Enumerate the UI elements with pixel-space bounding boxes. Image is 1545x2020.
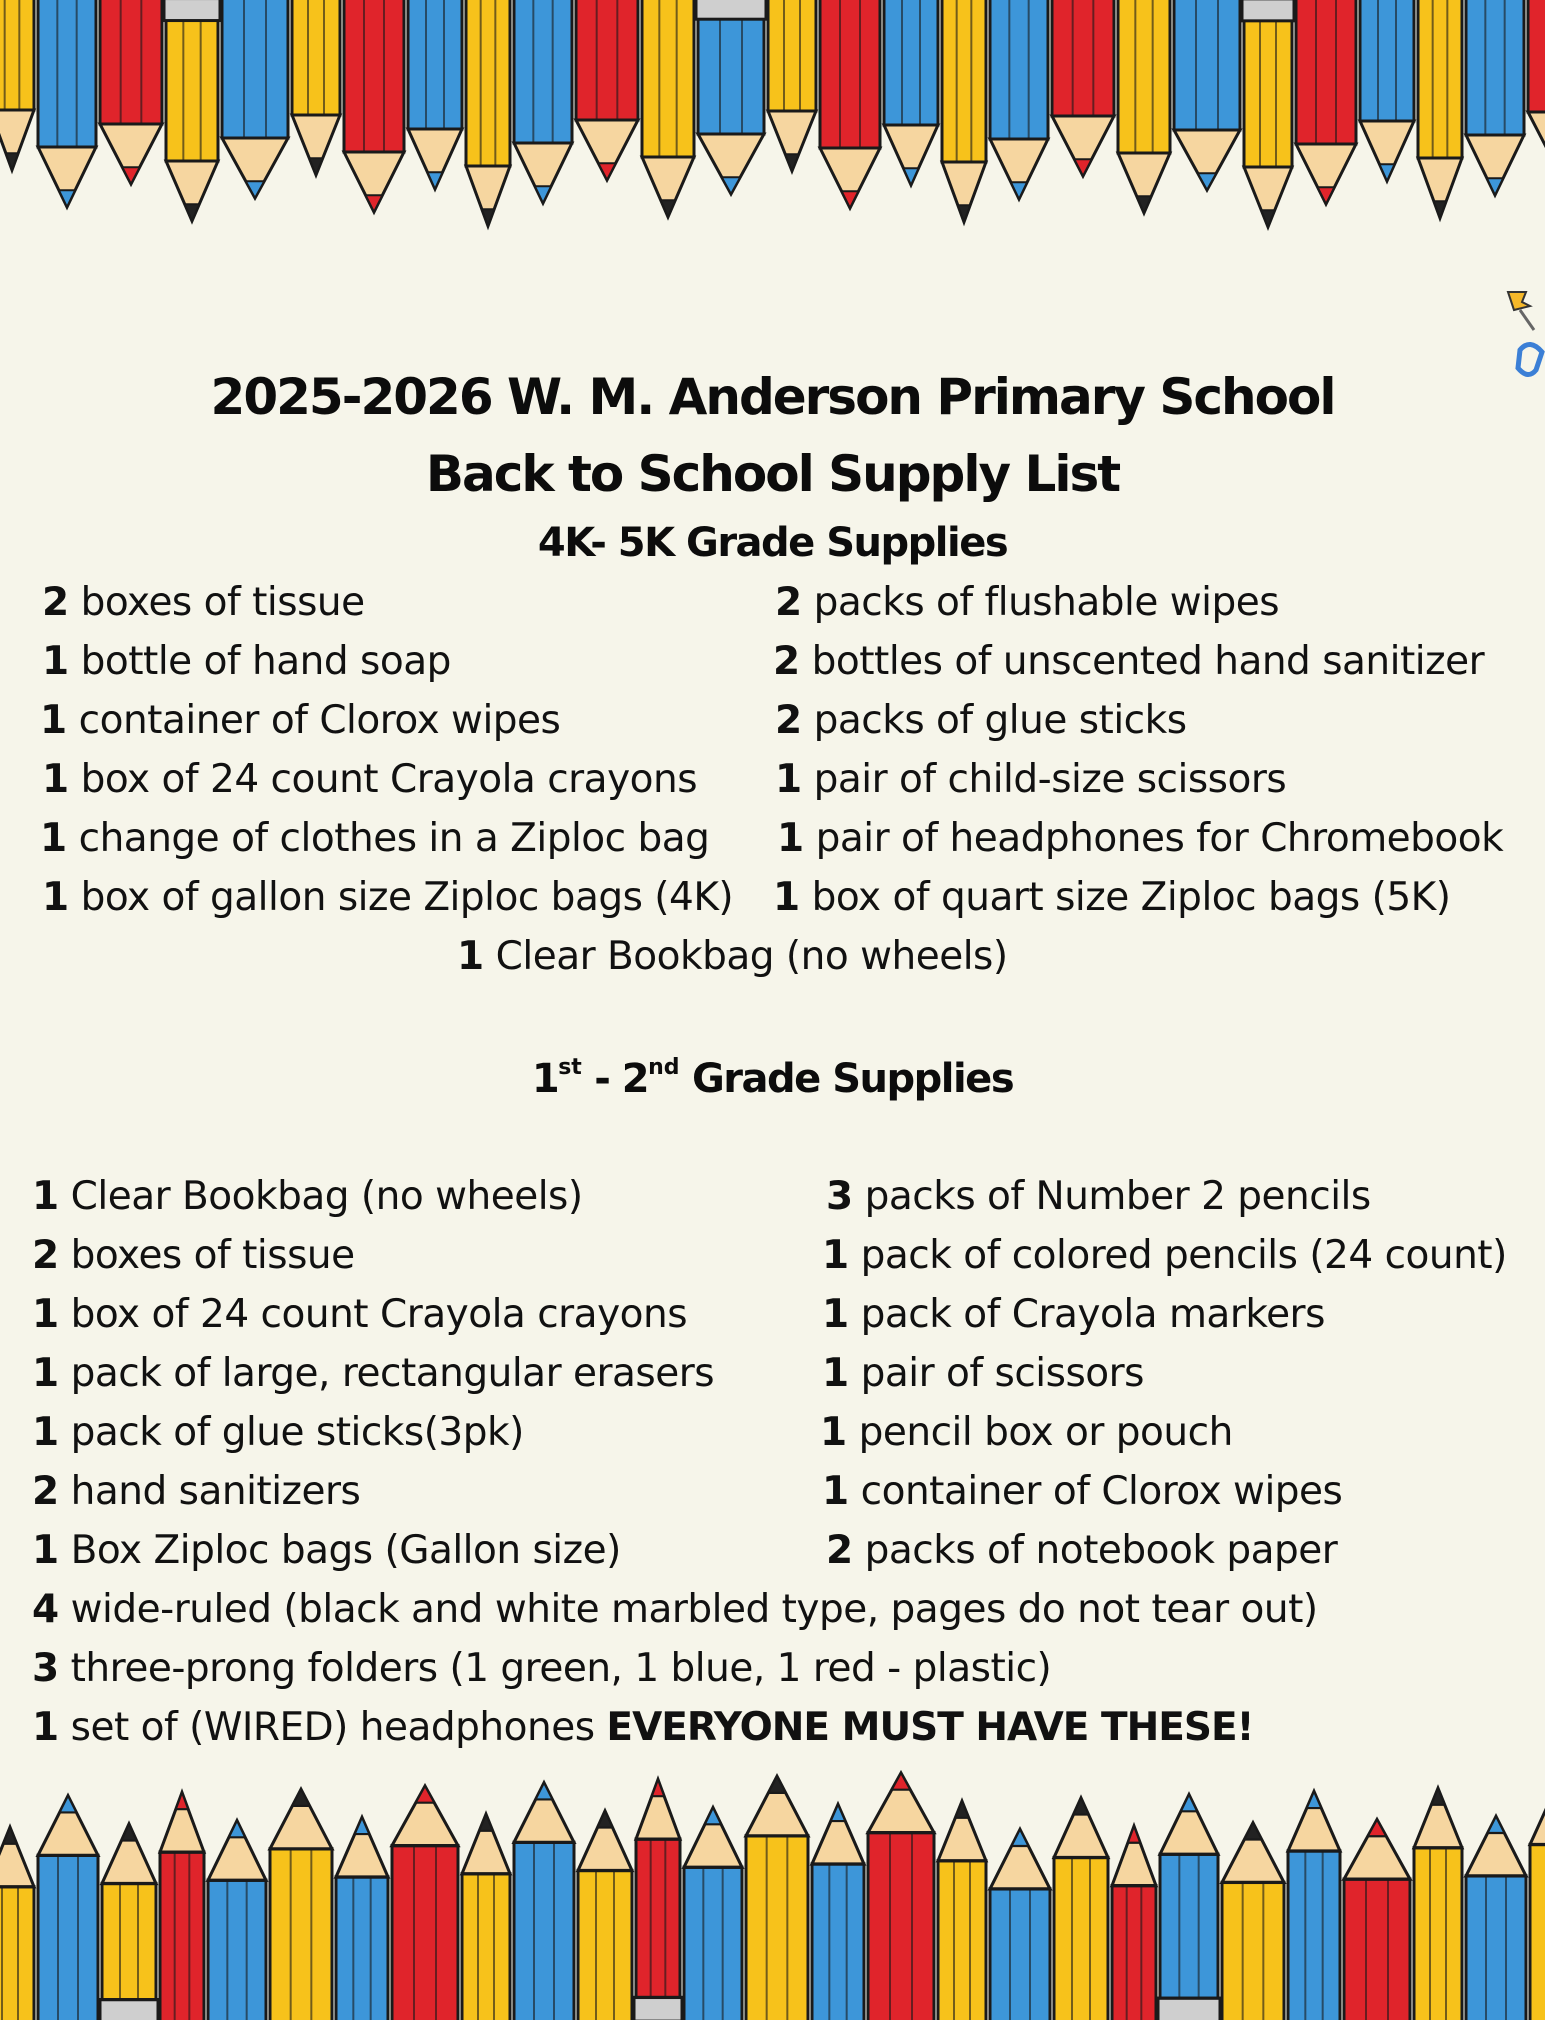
section-heading-4k-5k: 4K- 5K Grade Supplies	[0, 520, 1545, 566]
pencil-icon	[634, 1780, 682, 2020]
section-heading-1st-2nd: 1st - 2nd Grade Supplies	[0, 1055, 1545, 1102]
pencil-icon	[514, 1783, 574, 2020]
pencil-icon	[392, 1786, 458, 2020]
list-item: 2 packs of flushable wipes	[775, 580, 1279, 625]
pencil-icon	[164, 0, 220, 221]
list-item: 1 pencil box or pouch	[820, 1410, 1233, 1455]
pencil-icon	[38, 1796, 98, 2020]
emphasis-text: EVERYONE MUST HAVE THESE!	[606, 1705, 1253, 1750]
pencil-icon	[820, 0, 880, 208]
pencil-icon	[344, 0, 404, 212]
pencil-icon	[868, 1773, 934, 2020]
pencil-icon	[1222, 1823, 1284, 2020]
list-item: 3 packs of Number 2 pencils	[826, 1174, 1371, 1219]
pencil-icon	[466, 0, 510, 226]
pencil-icon	[578, 1811, 632, 2020]
list-item: 1 set of (WIRED) headphones EVERYONE MUST HAVE THESE!	[32, 1705, 1253, 1750]
list-item: 2 packs of notebook paper	[826, 1528, 1337, 1573]
list-item: 1 Clear Bookbag (no wheels)	[457, 934, 1008, 979]
pencil-icon	[1158, 1795, 1220, 2020]
pencil-icon	[1344, 1820, 1410, 2020]
pencil-icon	[990, 1829, 1050, 2020]
pencil-border-top	[0, 0, 1545, 260]
pencil-icon	[0, 1827, 34, 2020]
list-item: 1 box of 24 count Crayola crayons	[32, 1292, 687, 1337]
pencil-icon	[696, 0, 766, 194]
list-item: 2 bottles of unscented hand sanitizer	[773, 639, 1484, 684]
pencil-icon	[1296, 0, 1356, 204]
pencil-icon	[336, 1817, 388, 2020]
pencil-icon	[1174, 0, 1240, 190]
list-item: 1 box of 24 count Crayola crayons	[42, 757, 697, 802]
pencil-icon	[812, 1804, 864, 2020]
list-item: 1 container of Clorox wipes	[822, 1469, 1342, 1514]
pencil-icon	[768, 0, 816, 171]
pencil-icon	[884, 0, 938, 185]
list-item: 1 change of clothes in a Ziploc bag	[40, 816, 709, 861]
pencil-icon	[1418, 0, 1462, 218]
pencil-icon	[100, 1824, 158, 2020]
pencil-border-bottom	[0, 1760, 1545, 2020]
pencil-icon	[1360, 0, 1414, 181]
list-item: 1 pair of headphones for Chromebook	[777, 816, 1503, 861]
pencil-icon	[684, 1808, 742, 2020]
list-item: 1 Box Ziploc bags (Gallon size)	[32, 1528, 621, 1573]
list-item: 1 box of gallon size Ziploc bags (4K)	[42, 875, 733, 920]
pencil-icon	[1052, 0, 1114, 176]
list-item: 1 pair of scissors	[822, 1351, 1144, 1396]
list-item: 2 boxes of tissue	[32, 1233, 355, 1278]
pencil-icon	[1530, 1785, 1545, 2020]
pencil-icon	[1118, 0, 1170, 213]
pencil-icon	[100, 0, 162, 184]
list-item: 1 container of Clorox wipes	[40, 698, 560, 743]
pencil-icon	[938, 1801, 986, 2020]
pencil-icon	[1054, 1798, 1108, 2020]
pencil-icon	[642, 0, 694, 217]
list-item: 1 pair of child-size scissors	[775, 757, 1286, 802]
list-item: 1 box of quart size Ziploc bags (5K)	[773, 875, 1450, 920]
pencil-icon	[462, 1814, 510, 2020]
pencil-icon	[746, 1776, 808, 2020]
pencil-icon	[1466, 0, 1524, 195]
pencil-icon	[1528, 0, 1545, 172]
pencil-icon	[1288, 1791, 1340, 2020]
pencil-icon	[270, 1789, 332, 2020]
list-item: 2 hand sanitizers	[32, 1469, 360, 1514]
page-subtitle: Back to School Supply List	[0, 445, 1545, 503]
pencil-icon	[576, 0, 638, 180]
pencil-icon	[942, 0, 986, 222]
pencil-icon	[990, 0, 1048, 199]
list-item: 1 pack of colored pencils (24 count)	[822, 1233, 1507, 1278]
list-item: 1 pack of large, rectangular erasers	[32, 1351, 714, 1396]
page-title: 2025-2026 W. M. Anderson Primary School	[0, 368, 1545, 426]
pencil-icon	[38, 0, 96, 207]
list-item: 4 wide-ruled (black and white marbled type, pages do not tear out)	[32, 1587, 1318, 1632]
list-item: 1 Clear Bookbag (no wheels)	[32, 1174, 583, 1219]
pencil-icon	[1242, 0, 1294, 227]
pencil-icon	[160, 1793, 204, 2020]
list-item: 1 bottle of hand soap	[42, 639, 451, 684]
pencil-icon	[222, 0, 288, 198]
pencil-icon	[408, 0, 462, 189]
list-item: 2 boxes of tissue	[42, 580, 365, 625]
pencil-icon	[514, 0, 572, 203]
list-item: 1 pack of glue sticks(3pk)	[32, 1410, 524, 1455]
pencil-icon	[1112, 1826, 1156, 2020]
list-item: 1 pack of Crayola markers	[822, 1292, 1325, 1337]
pencil-icon	[292, 0, 340, 175]
pencil-icon	[1414, 1788, 1462, 2020]
pencil-icon	[0, 0, 34, 170]
list-item: 2 packs of glue sticks	[775, 698, 1187, 743]
pencil-icon	[1466, 1816, 1526, 2020]
pencil-icon	[208, 1821, 266, 2020]
list-item: 3 three-prong folders (1 green, 1 blue, 1 red - plastic)	[32, 1646, 1051, 1691]
